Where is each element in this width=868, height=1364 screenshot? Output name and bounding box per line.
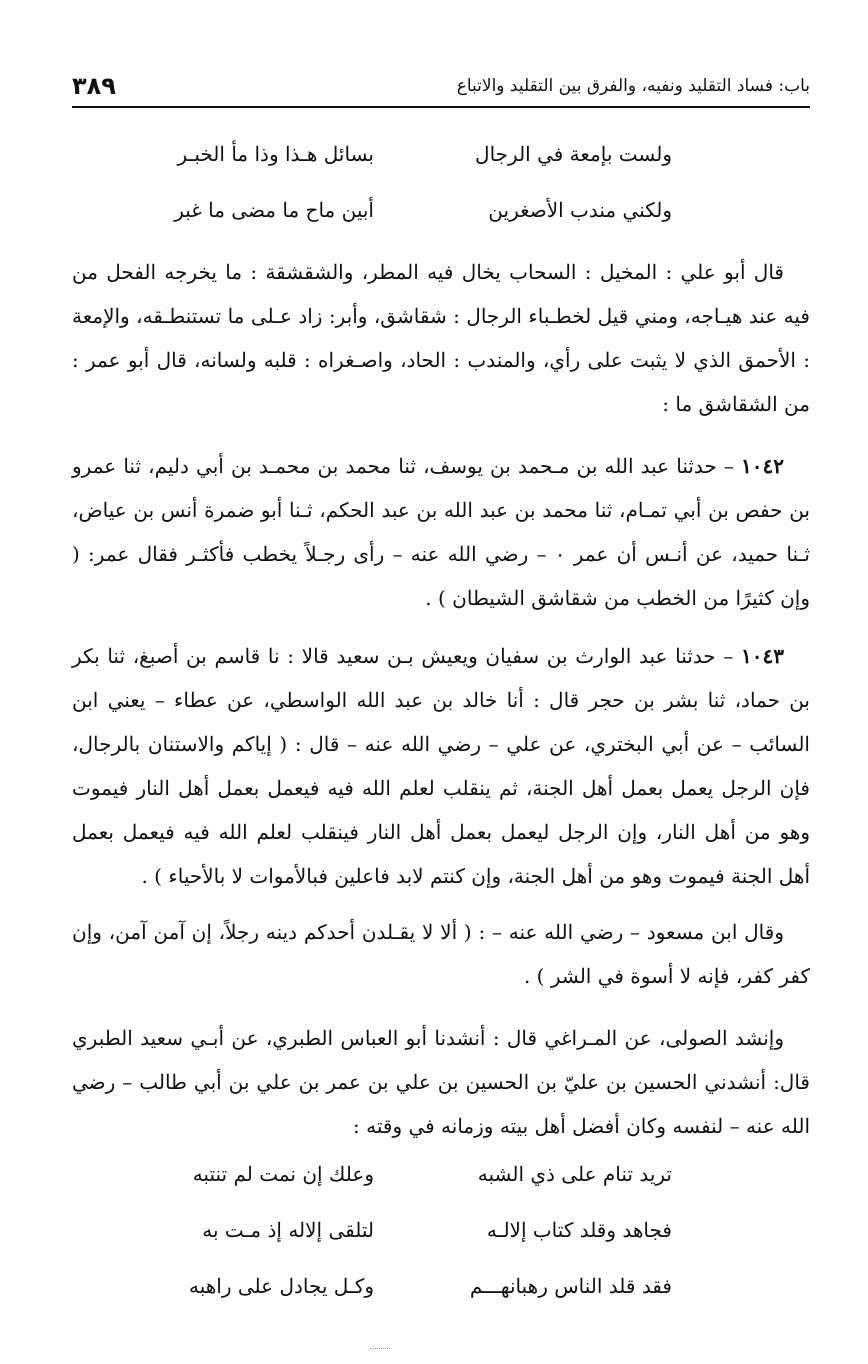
hadith-1042 [72,444,810,620]
chapter-title: باب: فساد التقليد ونفيه، والفرق بين التقليد والاتباع [456,76,810,96]
verse-hemistich-second: لتلقى إلاله إذ مـت به [202,1218,374,1242]
verse-hemistich-first: تريد تنام على ذي الشبه [477,1162,672,1186]
hadith-number: ١٠٤٣ [741,644,784,668]
verse-hemistich-second: وعلك إن نمت لم تنتبه [192,1162,374,1186]
verse-line [72,1264,810,1308]
verse-hemistich-first: فقد قلد الناس رهبانهـــم [469,1274,672,1298]
hadith-1043 [72,634,810,898]
verse-line [72,188,810,232]
header-rule [72,106,810,108]
page-number: ٣٨٩ [72,72,116,100]
hadith-number: ١٠٤٢ [741,454,784,478]
verse-line [72,132,810,176]
paragraph-text: وقال ابن مسعود – رضي الله عنه – : ( ألا لا يقـلدن أحدكم دينه رجلاً، إن آمن آمن، وإن كفر كفر، فإنه لا أسوة في الشر ) . [72,920,810,988]
paragraph-text: قال أبو علي : المخيل : السحاب يخال فيه المطر، والشقشقة : ما يخرجه الفحل من فيه عند هيـاجه، ومني قيل لخطـباء الرجال : شقاشق، وأبر: زاد عـلى ما تستنطـقه، والإمعة : الأحمق الذي لا يثبت على رأي، والمندب : الحاد، واصـغراه : قلبه ولسانه، قال أبو عمر : من الشقاشق ما : [72,260,810,416]
verse-hemistich-first: ولكني مندب الأصغرين [488,198,672,222]
verse-hemistich-second: أبين ماح ما مضى ما غبر [174,198,374,222]
verse-hemistich-second: بسائل هـذا وذا مأ الخبـر [177,142,374,166]
verse-line [72,1208,810,1252]
page-footer-mark [370,1348,390,1351]
paragraph-commentary [72,250,810,426]
paragraph-text: – حدثنا عبد الله بن مـحمد بن يوسف، ثنا محمد بن محمـد بن أبي دليم، ثنا عمرو بن حفص بن أبي تمـام، ثنا محمد بن عبد الله بن عبد الحكم، ثـنا أبو ضمرة أنس بن عياض، ثـنا حميد، عن أنـس أن عمر ٠ – رضي الله عنه – رأى رجـلاً يخطب فأكثـر فقال عمر: ( وإن كثيرًا من الخطب من شقاشق الشيطان ) . [72,454,810,610]
paragraph-text: – حدثنا عبد الوارث بن سفيان ويعيش بـن سعيد قالا : نا قاسم بن أصبغ، ثنا بكر بن حماد، ثنا بشر بن حجر قال : أنا خالد بن عبد الله الواسطي، عن عطاء – يعني ابن السائب – عن أبي البختري، عن علي – رضي الله عنه – قال : ( إياكم والاستنان بالرجال، فإن الرجل يعمل بعمل أهل الجنة، ثم ينقلب لعلم الله فيه فيعمل بعمل أهل النار فيموت وهو من أهل النار، وإن الرجل ليعمل بعمل أهل النار فينقلب لعلم الله فيه فيعمل بعمل أهل الجنة فيموت وهو من أهل الجنة، وإن كنتم لابد فاعلين فبالأموات لا بالأحياء ) . [72,644,810,888]
verse-hemistich-second: وكـل يجادل على راهبه [188,1274,374,1298]
verse-line [72,1152,810,1196]
verse-hemistich-first: فجاهد وقلد كتاب إلالـه [486,1218,672,1242]
verse-hemistich-first: ولست بإمعة في الرجال [475,142,672,166]
paragraph-poem-intro [72,1016,810,1148]
running-header [72,70,810,110]
paragraph-ibn-masud [72,910,810,998]
paragraph-text: وإنشد الصولى، عن المـراغي قال : أنشدنا أبو العباس الطبري، عن أبـي سعيد الطبري قال: أنشدني الحسين بن عليّ بن الحسين بن علي بن عمر بن علي بن أبي طالب – رضي الله عنه – لنفسه وكان أفضل أهل بيته وزمانه في وقته : [72,1026,810,1138]
